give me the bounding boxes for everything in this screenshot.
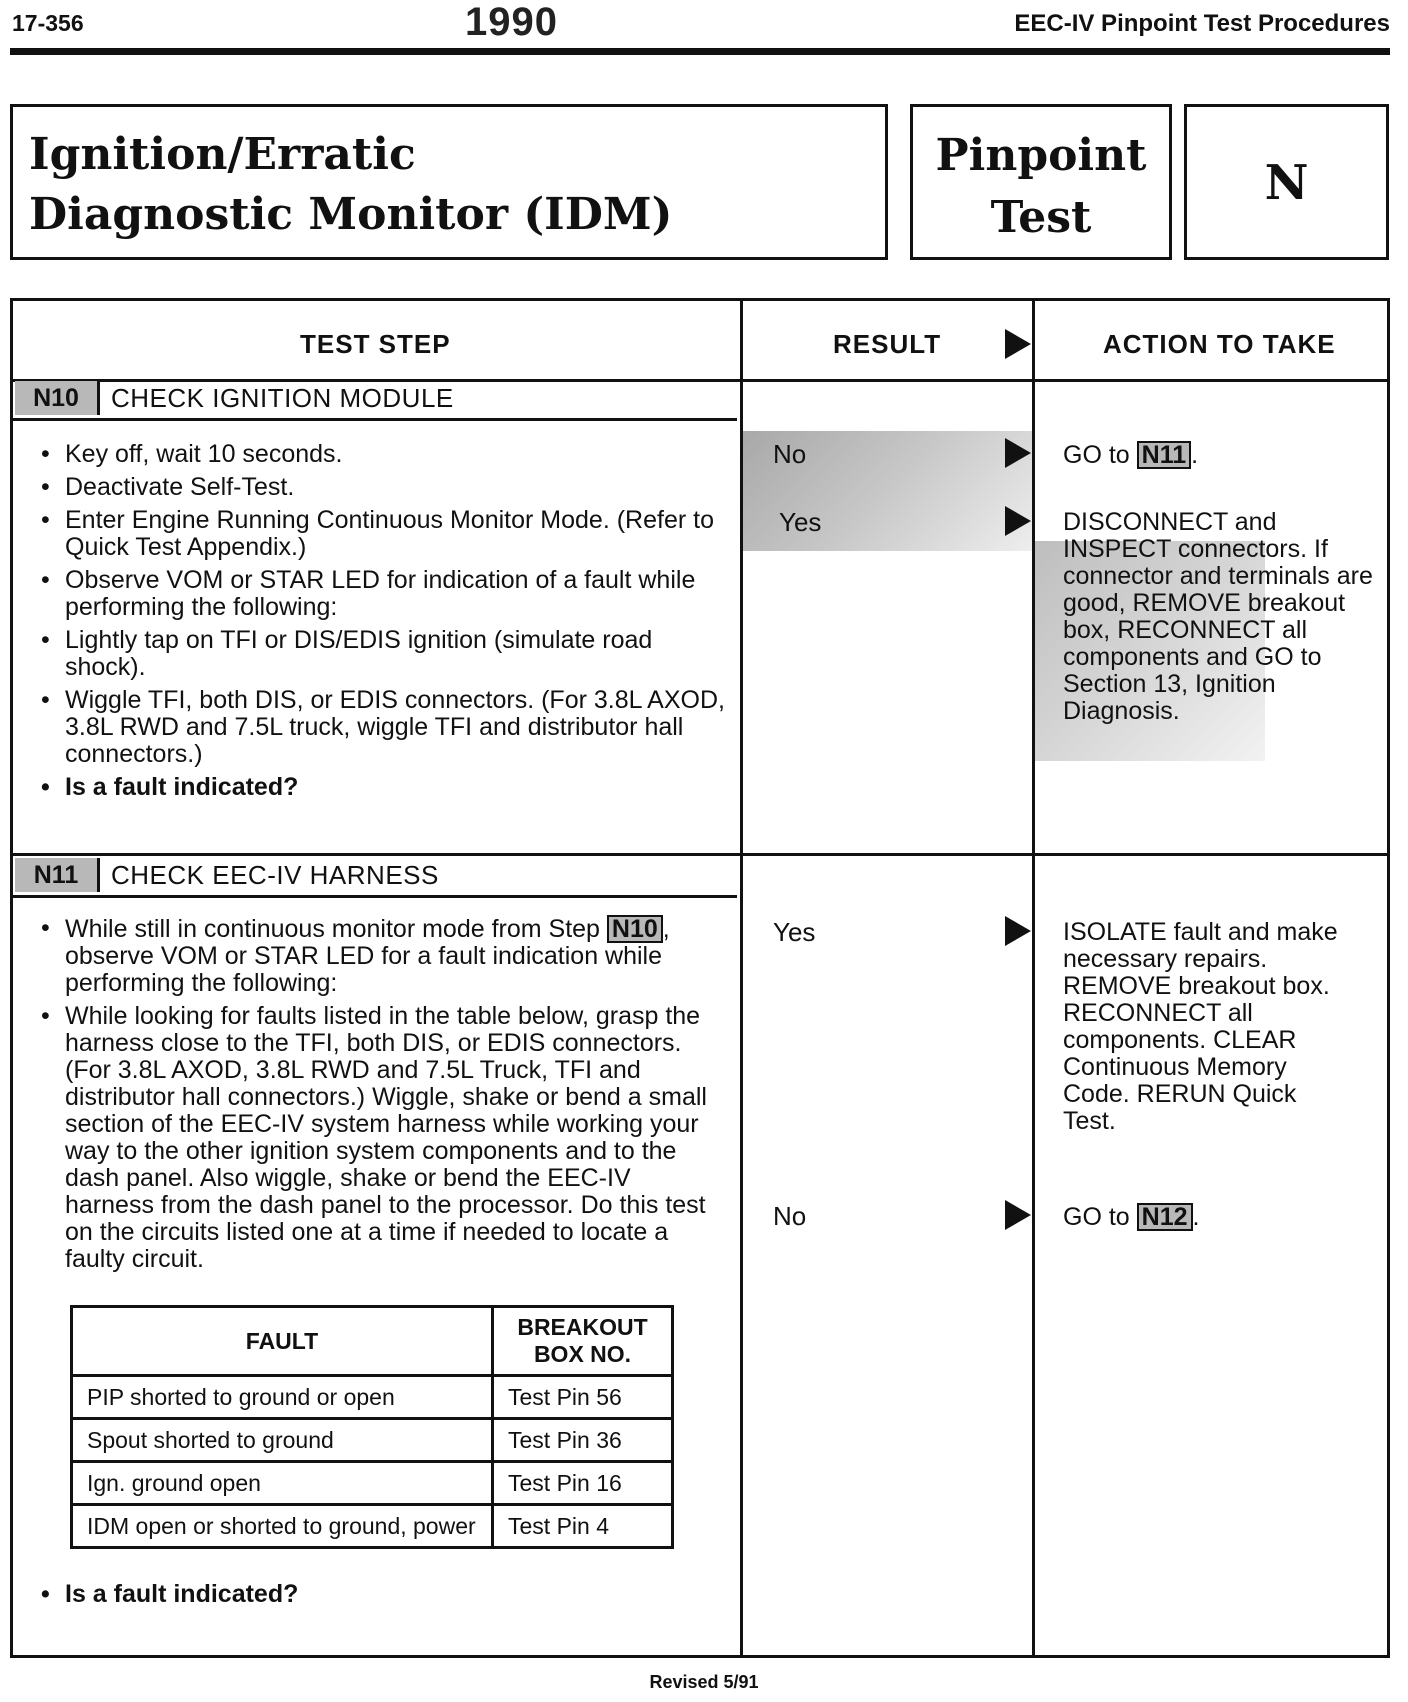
step-question: • Is a fault indicated? [35,774,725,801]
col-header-test-step: TEST STEP [300,329,451,359]
table-row [72,1376,673,1419]
procedure-table [10,298,1390,1658]
step-n10-bullets [35,441,725,807]
step-name: CHECK EEC-IV HARNESS [111,860,439,890]
list-item: • Key off, wait 10 seconds. [35,441,725,468]
fault-table [70,1305,674,1549]
year-stamp: 1990 [465,0,558,44]
table-row [72,1505,673,1548]
action-text: GO to [1063,441,1130,469]
test-letter-box [1184,104,1389,260]
list-item: • While looking for faults listed in the table below, grasp the harness close to the TFI, both DIS, or EDIS connectors. (For 3.8L AXOD, 3.8L RWD and 7.5L Truck, TFI and distributor hall connectors.) Wiggle, shake or bend a small section of the EEC-IV system harness while working your way to the other ignition system components and to the dash panel. Also wiggle, shake or bend the EEC-IV harness from the dash panel to the processor. Do this test on the circuits listed one at a time if needed to locate a faulty circuit. [35,1003,725,1273]
title-line-1: Ignition/Erratic [29,129,416,180]
result-no: No [773,1201,807,1231]
list-item [35,915,725,997]
step-ref-badge: N11 [1137,441,1191,469]
table-header-pin: BREAKOUT BOX NO. [493,1307,673,1376]
table-cell: Ign. ground open [72,1462,493,1505]
action-suffix: . [1192,1203,1200,1231]
title-box [10,104,888,260]
col-header-action: ACTION TO TAKE [1103,329,1336,359]
result-yes: Yes [773,917,816,947]
table-header-row [72,1307,673,1376]
step-n10-title [13,379,743,417]
action-text: GO to [1063,1203,1130,1231]
step-n11-title [13,856,743,894]
bullet-text: While still in continuous monitor mode from Step [65,915,600,943]
page-header [10,0,1390,55]
result-arrow-icon [1005,916,1031,946]
list-item: • Wiggle TFI, both DIS, or EDIS connectors. (For 3.8L AXOD, 3.8L RWD and 7.5L truck, wiggle TFI and distributor hall connectors.) [35,687,725,768]
step-id-badge: N10 [15,381,100,415]
list-item: • Observe VOM or STAR LED for indication of a fault while performing the following: [35,567,725,621]
list-item: • Deactivate Self-Test. [35,474,725,501]
result-no: No [773,439,807,469]
table-cell: Test Pin 4 [493,1505,673,1548]
result-arrow-icon [1005,1200,1031,1230]
table-row [72,1462,673,1505]
result-yes: Yes [779,507,822,537]
result-arrow-icon [1005,329,1031,359]
step-id-badge: N11 [15,858,100,892]
step-question: • Is a fault indicated? [35,1581,725,1608]
step-ref-badge: N12 [1137,1203,1193,1231]
table-cell: Test Pin 36 [493,1419,673,1462]
table-cell: Test Pin 16 [493,1462,673,1505]
step-title-underline [13,895,737,898]
list-item: • Enter Engine Running Continuous Monitor Mode. (Refer to Quick Test Appendix.) [35,507,725,561]
table-header-fault: FAULT [72,1307,493,1376]
action-suffix: . [1191,441,1199,469]
table-cell: Test Pin 56 [493,1376,673,1419]
bullet-text: , observe VOM or STAR LED for a fault indication while performing the following: [65,915,670,997]
page-number: 17-356 [12,10,84,36]
step-n11-question [35,1581,725,1614]
table-row [72,1419,673,1462]
list-item: • Lightly tap on TFI or DIS/EDIS ignition (simulate road shock). [35,627,725,681]
test-letter: N [1264,155,1309,211]
action-disconnect-inspect: DISCONNECT and INSPECT connectors. If connector and terminals are good, REMOVE breakout box, RECONNECT all components and GO to Section 13, Ignition Diagnosis. [1063,508,1373,725]
action-go-to-n12 [1063,1203,1353,1231]
title-line-2: Diagnostic Monitor (IDM) [29,189,673,240]
result-arrow-icon [1005,506,1031,536]
table-cell: Spout shorted to ground [72,1419,493,1462]
action-isolate-fault: ISOLATE fault and make necessary repairs. REMOVE breakout box. RECONNECT all components. CLEAR Continuous Memory Code. RERUN Quick Test. [1063,918,1338,1135]
step-name: CHECK IGNITION MODULE [111,383,454,413]
column-divider-2 [1032,301,1035,1655]
step-ref-badge: N10 [607,915,663,943]
table-cell: IDM open or shorted to ground, power [72,1505,493,1548]
pinpoint-box [910,104,1172,260]
page-footer: Revised 5/91 [649,1672,759,1692]
step-n11-bullets [35,915,725,1279]
col-header-result: RESULT [833,329,942,359]
table-cell: PIP shorted to ground or open [72,1376,493,1419]
action-go-to-n11 [1063,441,1363,469]
pinpoint-line-2: Test [990,192,1092,243]
step-title-underline [13,418,737,421]
pinpoint-line-1: Pinpoint [935,130,1147,181]
result-arrow-icon [1005,438,1031,468]
running-head: EEC-IV Pinpoint Test Procedures [1014,10,1390,37]
